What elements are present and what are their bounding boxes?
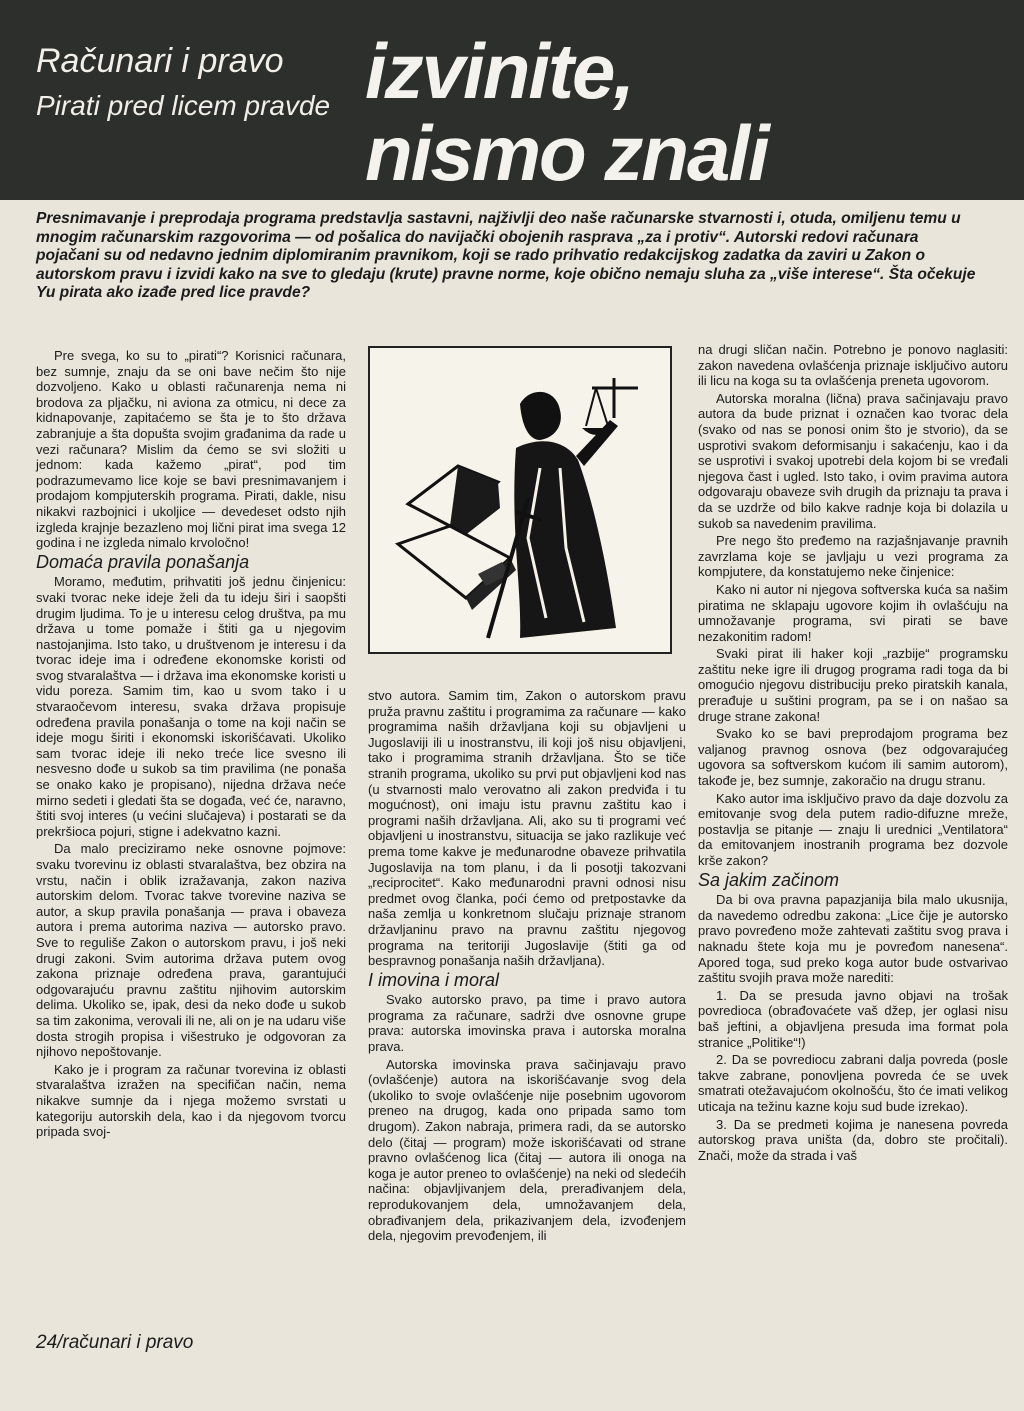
col3-subheading: Sa jakim začinom (698, 869, 840, 890)
col2-paragraph-3: Autorska imovinska prava sačinjavaju pravo (ovlašćenje) autora na iskorišćavanje svog dela (ukoliko to svoje ovlašćenje nije posebnim ugovorom preneo na drugog, kada ono pripada samo tom drugom). Zakon nabraja, primera radi, da se autorsko delo (čitaj — program) može iskorišćavati od strane pravno ovlašćenog lica (čitaj — autora ili onoga na koga je autor preneo to ovlašćenje) na neki od sledećih načina: objavljivanjem dela, prerađivanjem dela, reprodukovanjem dela, umnožavanjem dela, obrađivanjem dela, prikazivanjem dela, izvođenjem dela, njegovim prevođenjem, ili (368, 1056, 686, 1244)
header-banner (0, 0, 1024, 200)
lady-justice-illustration (368, 346, 672, 654)
section-kicker: Računari i pravo (36, 42, 284, 80)
col2-paragraph-2: Svako autorsko pravo, pa time i pravo autora programa za računare, sadrži dve osnovne grupe prava: autorska imovinska prava i autorska moralna prava. (368, 992, 686, 1055)
col3-paragraph-11: 3. Da se predmeti kojima je nanesena povreda autorskog prava uništa (da, dobro ste pročitali). Znači, može da strada i vaš (698, 1116, 1008, 1163)
col3-paragraph-9: 1. Da se presuda javno objavi na trošak povredioca (obrađovaćete vaš džep, jer oglasi nisu baš jeftini, a objavljena presuda ima format pola stranice „Politike“!) (698, 987, 1008, 1050)
column-3 (698, 342, 1008, 1387)
col3-paragraph-3: Pre nego što pređemo na razjašnjavanje pravnih zavrzlama koje se javljaju u vezi programa za kompjutere, da konstatujemo neke činjenice: (698, 533, 1008, 580)
column-1 (36, 348, 346, 1348)
col3-paragraph-6: Svako ko se bavi preprodajom programa bez valjanog pravnog osnova (bez odgovarajućeg ugovora sa softverskom kućom ili samim autorom), takođe je, bez sumnje, zakoračio na drugu stranu. (698, 726, 1008, 789)
lady-justice-icon (370, 348, 670, 652)
col3-paragraph-8: Da bi ova pravna papazjanija bila malo ukusnija, da navedemo odredbu zakona: „Lice čije je autorsko pravo povređeno može zahtevati zaštitu svog prava i naknadu štete koja mu je povređom nanesena“. Apored toga, sud preko koga autor bude ostvarivao zaštitu svojih prava može narediti: (698, 892, 1008, 986)
col1-subheading: Domaća pravila ponašanja (36, 551, 250, 572)
col1-paragraph-4: Kako je i program za računar tvorevina iz oblasti stvaralaštva izražen na specifičan način, nema nikakve sumnje da i njega možemo svrstati u kategoriju autorskih dela, kao i da njegovom tvorcu pripada svoj- (36, 1061, 346, 1140)
article-subtitle-text: Pirati pred licem pravde (36, 90, 331, 121)
col1-paragraph-2: Moramo, međutim, prihvatiti još jednu činjenicu: svaki tvorac neke ideje želi da tu ideju širi i saopšti drugim ljudima. To je u interesu celog društva, pa mu država u tome pomaže i štiti ga u njegovim nastojanjima. Isto tako, u društvenom je interesu i da tvorac ideje ima i određene ekonomske koristi od svog stvaralaštva — i država ima ekonomske koristi u vidu poreza. Samim tim, kao u svom tako i u stvaraočevom interesu, svaka država propisuje određena pravila ponašanja o tome na koji način se ideje mogu širiti i ekonomski iskorišćavati. Ukoliko sam tvorac ideje ili neko treće lice svesno ili nesvesno dođe u sukob sa tim pravilima (ne ponaša se onako kako je propisano), nijedna država neće mirno sedeti i gledati šta se događa, već će, naravno, štiti svoj interes (u većini slučajeva) i postarati se da prekršioca pojuri, stigne i adekvatno kazni. (36, 574, 346, 839)
col3-paragraph-1: na drugi sličan način. Potrebno je ponovo naglasiti: zakon navedena ovlašćenja priznaje isključivo autoru ili licu na koga su ta ovlašćenja preneta ugovorom. (698, 342, 1008, 389)
col3-paragraph-5: Svaki pirat ili haker koji „razbije“ programsku zaštitu neke igre ili drugog programa radi toga da bi omogućio njegovu distribuciju preko piratskih kanala, prerađuje u suštini program, pa se i on našao sa druge strane zakona! (698, 646, 1008, 724)
column-2 (368, 688, 686, 1388)
col3-paragraph-4: Kako ni autor ni njegova softverska kuća sa našim piratima ne sklapaju ugovore kojim ih ovlašćuju na umnožavanje programa, svi pirati se bave nezakonitim radom! (698, 581, 1008, 644)
headline (365, 27, 768, 197)
article-subtitle (36, 90, 336, 121)
col2-subheading: I imovina i moral (368, 969, 500, 990)
col3-paragraph-2: Autorska moralna (lična) prava sačinjavaju pravo autora da bude priznat i označen kao tvorac dela (svako od nas se ponosi onim što je stvorio), da se usprotivi svakom deformisanju i sakaćenju, kao i da se usprotivi i svakoj upotrebi dela kojom bi se vređali njegova čast i ugled. Isto tako, i ovim pravima autora odgovaraju obaveze svih drugih da priznaju ta prava i da se uzdrže od bilo kakve radnje koja bi dolazila u sukob sa navedenim pravilima. (698, 390, 1008, 531)
col1-paragraph-3: Da malo preciziramo neke osnovne pojmove: svaku tvorevinu iz oblasti stvaralaštva, bez obzira na vrstu, način i oblik izražavanja, zakon naziva autorskim delom. Tvorac takve tvorevine naziva se autor, a skup pravila ponašanja — prava i obaveza autora i prema autorima naziva — autorsko pravo. Sve to reguliše Zakon o autorskom pravu, i još neki drugi zakoni. Svim autorima država putem ovog zakona priznaje određena prava, garantujući odgovarajuću pravnu zaštitu njihovim autorskim delima. Ukoliko se, ipak, desi da neko dođe u sukob sa tim zakonima, verovali ili ne, ali on je na udaru više dosta strogih propisa i višestruko je odgovoran za njihovo nepoštovanje. (36, 841, 346, 1060)
page-footer: 24/računari i pravo (36, 1332, 194, 1353)
col3-paragraph-7: Kako autor ima isključivo pravo da daje dozvolu za emitovanje svog dela putem radio-difuzne mreže, postavlja se pitanje — znaju li urednici „Ventilatora“ da emitovanjem inostranih programa bez dozvole krše zakon? (698, 790, 1008, 868)
col2-paragraph-1: stvo autora. Samim tim, Zakon o autorskom pravu pruža pravnu zaštitu i programima za računare — kako programima naših državljana koji su objavljeni u Jugoslaviji ili u inostranstvu, ili koji još nisu objavljeni, tako i programima stranih državljana. Što se tiče stranih programa, ukoliko su prvi put objavljeni kod nas (u stvarnosti malo verovatno ali zakon predviđa i tu mogućnost), oni imaju istu pravnu zaštitu kao i programi naših državljana. Ali, ako su ti programi već objavljeni u inostranstvu, situacija se jako razlikuje već prema tome kakve je međunarodne obaveze prihvatila Jugoslavija na tom planu, i da li posotji takozvani „reciprocitet“. Kako međunarodni pravni odnosi nisu predmet ovog članka, poći ćemo od pretpostavke da naša zemlja u konkretnom slučaju priznaje stranom državljaninu pravo na pravnu zaštitu njegovog programa na teritoriji Jugoslavije (štiti ga od bespravnog ponašanja naših državljana). (368, 688, 686, 969)
col1-paragraph-1: Pre svega, ko su to „pirati“? Korisnici računara, bez sumnje, znaju da se oni bave nečim što nije dozvoljeno. Kako u oblasti računarenja nema ni brodova za pljačku, ni aviona za otmicu, ni dece za kidnapovanje, zapitaćemo se šta je to što država zabranjuje a šta dopušta svojim građanima da rade u vezi računara? Mislim da ćemo se svi složiti u jednom: kada kažemo „pirat“, pod tim podrazumevamo lice koje se bavi presnimavanjem i prodajom kompjuterskih programa. Pirati, dakle, nisu nikakvi razbojnici i ukoljice — devedeset odsto njih izgleda krajnje bezazleno moj lični pirat ima svega 12 godina i ne izgleda nimalo krvoločno! (36, 348, 346, 551)
col3-paragraph-10: 2. Da se povrediocu zabrani dalja povreda (posle takve zabrane, ponovljena povreda će se uvek smatrati otežavajućom okolnošću, što će imati velikog uticaja na težinu kazne koju sud bude izrekao). (698, 1052, 1008, 1114)
headline-line-1: izvinite, (365, 27, 634, 115)
lede-paragraph: Presnimavanje i preprodaja programa predstavlja sastavni, najživlji deo naše računarske stvarnosti i, otuda, omiljenu temu u mnogim računarskim razgovorima — od pošalica do navijački obojenih rasprava „za i protiv“. Autorski redovi računara pojačani su od nedavno jednim diplomiranim pravnikom, koji se rado prihvatio redakcijskog zadatka da zaviri u Zakon o autorskom pravu i izvidi kako na sve to gledaju (krute) pravne norme, koje obično nemaju sluha za „više interese“. Šta očekuje Yu pirata ako izađe pred lice pravde? (36, 210, 976, 302)
headline-line-2: nismo znali (365, 109, 768, 197)
